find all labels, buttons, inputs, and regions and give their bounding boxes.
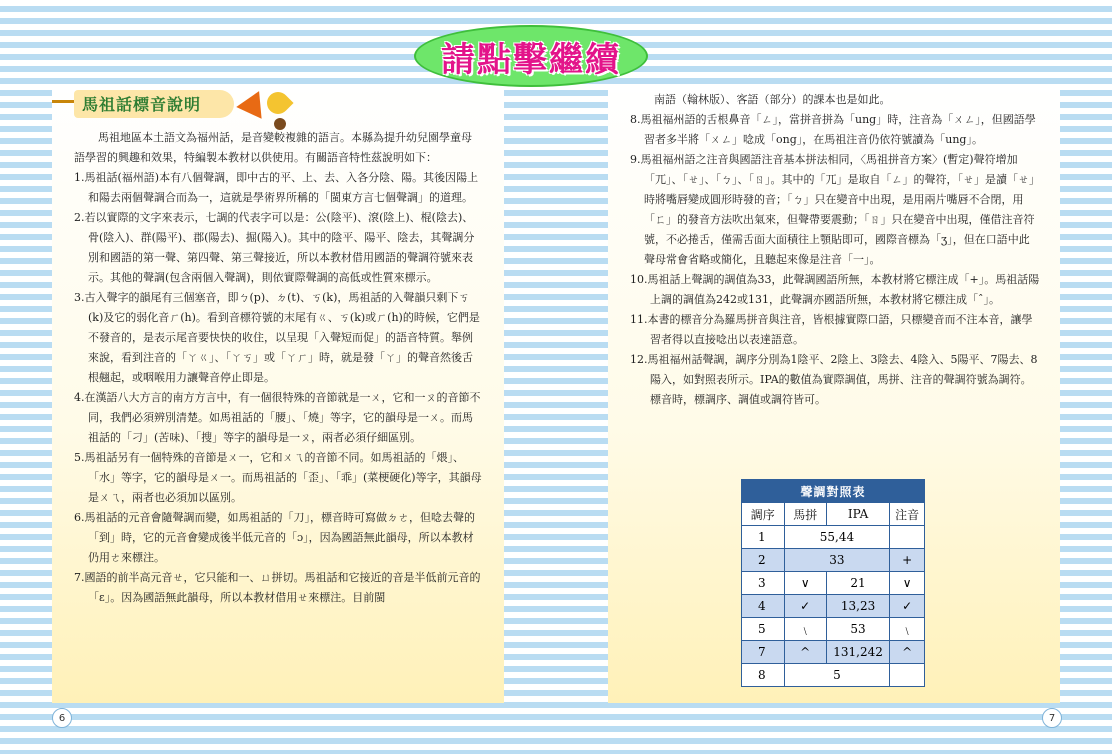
- header-ipa: IPA: [826, 503, 889, 526]
- table-title: 聲調對照表: [742, 480, 925, 503]
- list-item: 9.馬祖福州語之注音與國語注音基本拼法相同，〈馬祖拼音方案〉(暫定)聲符增加「ㄫ」、「ㄝ」、「ㄅ」、「ㄖ」。其中的「ㄫ」是取自「ㄥ」的聲符，「ㄝ」是讀「ㄝ」時將嘴唇變成圓形時發的音；「ㄅ」只在變音中出現，是用兩片嘴唇不合閉，用「ㄈ」的發音方法吹出氣來，但聲帶要震動；「ㄖ」只在變音中出現，僅借注音符號，不必捲舌，僅需舌面大面積往上顎貼即可，國際音標為「ʒ」，但在口語中此聲母常會省略或簡化，且聽起來像是注音「一」。: [630, 153, 1040, 266]
- arrow-icon: [52, 100, 76, 103]
- row-zy: ∨: [890, 572, 925, 595]
- header-py: 馬拼: [784, 503, 826, 526]
- list-item: 11.本書的標音分為羅馬拼音與注音，皆根據實際口語，只標變音而不注本音，讓學習者得以直接唸出以表達語意。: [630, 313, 1033, 346]
- row-ipa: 131,242: [826, 641, 889, 664]
- row-seq: 7: [742, 641, 785, 664]
- row-py: ✓: [784, 595, 826, 618]
- row-ipa: 55,44: [784, 526, 890, 549]
- row-seq: 2: [742, 549, 785, 572]
- list-item: 8.馬祖福州語的舌根鼻音「ㄥ」，當拼音拼為「ung」時，注音為「ㄨㄥ」，但國語學習者多半將「ㄨㄥ」唸成「ong」，在馬祖注音仍依符號讀為「ung」。: [630, 113, 1036, 146]
- row-py: ﹨: [784, 618, 826, 641]
- row-ipa: 21: [826, 572, 889, 595]
- list-item: 6.馬祖話的元音會隨聲調而變，如馬祖話的「刀」，標音時可寫做ㄉㄜ，但唸去聲的「到」時，它的元音會變成後半低元音的「ɔ」，因為國語無此韻母，所以本教材仍用ㄜ來標注。: [74, 511, 475, 564]
- header-zy: 注音: [890, 503, 925, 526]
- row-py: ^: [784, 641, 826, 664]
- row-zy: ﹨: [890, 618, 925, 641]
- list-item: 3.古入聲字的韻尾有三個塞音，即ㄅ(p)、ㄉ(t)、ㄎ(k)，馬祖話的入聲韻只剩下ㄎ(k)及它的弱化音ㄏ(h)。看到音標符號的末尾有ㄍ、ㄎ(k)或ㄏ(h)的時候，它們是不發音的，是表示尾音要快快的收住，以呈現「入聲短而促」的語音特質。舉例來說，看到注音的「ㄚㄍ」、「ㄚㄎ」或「ㄚㄏ」時，就是發「ㄚ」的聲音然後舌根翹起，或咽喉用力讓聲音停止即是。: [74, 291, 480, 384]
- continue-title: 請點擊繼續: [441, 39, 621, 80]
- row-zy: +: [890, 549, 925, 572]
- row-seq: 3: [742, 572, 785, 595]
- table-row: [742, 641, 925, 664]
- row-ipa: 33: [784, 549, 890, 572]
- table-row: [742, 595, 925, 618]
- table-row: [742, 526, 925, 549]
- list-item: 1.馬祖話(福州語)本有八個聲調，即中古的平、上、去、入各分陰、陽。其後因陽上和陽去兩個聲調合而為一，這就是學術界所稱的「閩東方言七個聲調」的道理。: [74, 171, 479, 204]
- table-row: [742, 572, 925, 595]
- row-zy: [890, 526, 925, 549]
- list-item: 5.馬祖話另有一個特殊的音節是ㄨ一，它和ㄨㄟ的音節不同。如馬祖話的「煨」、「水」等字，它的韻母是ㄨ一。而馬祖話的「歪」、「乖」(菜梗硬化)等字，其韻母是ㄨㄟ，兩者也必須加以區別。: [74, 451, 482, 504]
- row-zy: [890, 664, 925, 687]
- continuation-line: 南語（翰林版）、客語（部分）的課本也是如此。: [654, 93, 891, 106]
- table-row: [742, 549, 925, 572]
- row-zy: ✓: [890, 595, 925, 618]
- continue-button[interactable]: [414, 25, 648, 87]
- intro-paragraph: 馬祖地區本土語文為福州話，是音變較複雜的語言。本縣為提升幼兒園學童母語學習的興趣和效果，特編製本教材以供使用。有關語音特性茲說明如下：: [74, 131, 472, 164]
- row-seq: 8: [742, 664, 785, 687]
- row-ipa: 13,23: [826, 595, 889, 618]
- list-item: 7.國語的前半高元音ㄝ，它只能和一、ㄩ拼切。馬祖話和它接近的音是半低前元音的「ɛ」。因為國語無此韻母，所以本教材借用ㄝ來標注。目前閩: [74, 571, 481, 604]
- list-item: 10.馬祖話上聲調的調值為33，此聲調國語所無，本教材將它標注成「+」。馬祖話陽上調的調值為242或131，此聲調亦國語所無，本教材將它標注成「ˆ」。: [630, 273, 1040, 306]
- row-ipa: 53: [826, 618, 889, 641]
- row-seq: 1: [742, 526, 785, 549]
- table-row: [742, 664, 925, 687]
- list-item: 4.在漢語八大方言的南方方言中，有一個很特殊的音節就是一ㄨ，它和一ㄡ的音節不同，我們必須辨別清楚。如馬祖話的「腰」、「燒」等字，它的韻母是一ㄨ。而馬祖話的「刁」(苦味)、「搜」等字的韻母是一ㄡ，兩者必須仔細區別。: [74, 391, 481, 444]
- row-seq: 4: [742, 595, 785, 618]
- row-ipa: 5: [784, 664, 890, 687]
- left-page-text: [74, 128, 482, 608]
- row-zy: ^: [890, 641, 925, 664]
- header-seq: 調序: [742, 503, 785, 526]
- table-row: [742, 618, 925, 641]
- tone-table: [741, 479, 925, 687]
- page-number-left: 6: [52, 708, 72, 728]
- section-title: 馬祖話標音說明: [82, 95, 202, 114]
- right-page-text: [630, 90, 1040, 410]
- row-seq: 5: [742, 618, 785, 641]
- section-heading: [52, 84, 242, 126]
- page-number-right: 7: [1042, 708, 1062, 728]
- row-py: ∨: [784, 572, 826, 595]
- list-item: 12.馬祖福州話聲調，調序分別為1陰平、2陰上、3陰去、4陰入、5陽平、7陽去、8陽入，如對照表所示。IPA的數值為實際調值，馬拼、注音的聲調符號為調符。標音時，標調序、調值或調符皆可。: [630, 353, 1038, 406]
- list-item: 2.若以實際的文字來表示，七調的代表字可以是：公(陰平)、滾(陰上)、棍(陰去)、骨(陰入)、群(陽平)、郡(陽去)、掘(陽入)。其中的陰平、陽平、陰去，其聲調分別和國語的第一聲、第四聲、第三聲接近，所以本教材借用國語的聲調符號來表示。其他的聲調(包含兩個入聲調)，則依實際聲調的高低或性質來標示。: [74, 211, 475, 284]
